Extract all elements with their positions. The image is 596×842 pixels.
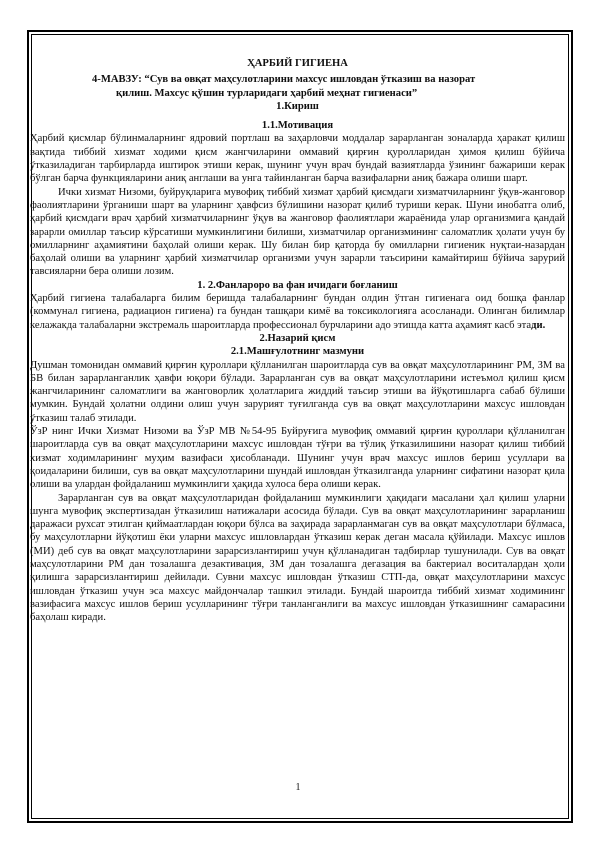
paragraph-content-3: Зарарланган сув ва овқат маҳсулотларидан фойдаланиш мумкинлиги ҳақидаги масалани ҳал қилиш уларни шунга мувофиқ экспертизадан ўтказилиш натижалари асосида бўлади. Сув ва овқат маҳсулотларининг зарарланиш даражаси рухсат этилган қиймаатлардан юқори бўлса ва заҳирада зарарланмаган сув ва овқат маҳсулотлари бўлмаса, бу маҳсулотларни йўқотиш ёки уларни махсус ишловлардан ўтказиш керак деган масала қўйилади. Махсус ишлов (МИ) деб сув ва овқат маҳсулотларини зарарсизлантириш учун қўлланадиган тадбирлар тушунилади. Сув ва овқат маҳсулотларини РМ дан тозалашга дезактивация, ЗМ дан тозалашга дегазация ва бактериал воситалардан ҳоли қилишга зарарсизлантириш дейилади. Сувни махсус ишловдан ўтказиш СТП-да, овқат маҳсулотларини махсус ишловдан ўтказиш учун эса махсус майдончалар ташкил этилади. Бундай шароитда тиббий хизмат ходимининг вазифасига махсус ишлов бериш усулларининг тўғри танланганлиги ва махсус ишловдан ўтказишнинг самарасини баҳолаш киради. <box>30 492 565 624</box>
topic-line-2: қилиш. Махсус қўшин турларидаги ҳарбий меҳнат гигиенаси” <box>116 87 418 99</box>
paragraph-motivation-1: Ҳарбий қисмлар бўлинмаларнинг ядровий портлаш ва заҳарловчи моддалар зарарланган зоналарда ҳаракат қилиш вақтида тиббий хизмат ходими қисм жангчиларини оммавий қирғин қуролларидан ҳимоя қилиш бўйича ўтказиладиган тарбирларда иштирок этиши керак, шунинг учун врач бундай вазиятларда ўзининг бажариши керак бўлган барча функцияларини аниқ англаши ва унга тайинланган барча вазифаларни аниқ бажара олиши шарт. <box>30 133 565 185</box>
section-heading-content: 2.1.Машғулотнинг мазмуни <box>230 346 365 358</box>
page-number: 1 <box>295 782 301 793</box>
document-body <box>30 57 565 624</box>
paragraph-interdisciplinary-end: ди. <box>531 319 546 331</box>
section-heading-interdisciplinary: 1. 2.Фанлароро ва фан ичидаги боғланиш <box>197 279 398 291</box>
document-title: ҲАРБИЙ ГИГИЕНА <box>247 58 348 69</box>
section-heading-intro: 1.Кириш <box>276 100 319 112</box>
paragraph-interdisciplinary-text: Ҳарбий гигиена талабаларга билим беришда талабаларнинг бундан олдин ўтган гигиенага оид бошқа фанлар (коммунал гигиена, радиацион гигиена) га бундан ташқари кимё ва токсикологияга асосланади. Олинган билимлар келажакда талабаларни экстремаль шароитларда профессионал бурчларини адо этишда катта аҳамият касб эта <box>30 293 565 331</box>
paragraph-content-1: Душман томонидан оммавий қирғин қуроллари қўлланилган шароитларда сув ва овқат маҳсулотларининг РМ, ЗМ ва БВ билан зарарланганлик ҳавфи юқори бўлади. Зарарланган сув ва овқат маҳсулотларини истеъмол қилиш қисм жангчиларининг саломатлиги ва жанговорлик ҳолатларига жиддий таъсир этиши ва йўқотишларга сабаб бўлиши мумкин. Бундай ҳолатни олдини олиш учун зарурият туғилганда сув ва овқат маҳсулотларини махсус ишловдан ўтказиш талаб этилади. <box>30 359 565 424</box>
section-heading-theory: 2.Назарий қисм <box>259 332 336 344</box>
paragraph-motivation-2: Ички хизмат Низоми, буйруқларига мувофиқ тиббий хизмат ҳарбий қисмдаги хизматчиларнинг ўқув-жанговор фаолиятларини ўрганиши шарт ва уларнинг ҳавфсиз бўлишини назорат қилиб туриши керак. Шуни инобатга олиб, ҳарбий қисмдаги врач ҳарбий хизматчиларнинг ўқув ва жанговор фаолиятлари жараёнида улар организмига қандай зарарли омиллар таъсир кўрсатиши мумкинлигини билиши, хизматчилар организмининг саломатлик ҳолати учун бу омилларнинг аҳамиятини баҳолай олиши керак. Шу билан бир қаторда бу омилларни гигиеник нуқтаи-назардан баҳолай олиши ва уларнинг ҳарбий хизматчилар организми учун зарарли таъсирини камайтириш бўйича зарурий тавсияларни бера олиши лозим. <box>30 186 565 278</box>
paragraph-interdisciplinary <box>30 292 565 332</box>
section-heading-motivation: 1.1.Мотивация <box>261 120 334 132</box>
paragraph-content-2: ЎзР нинг Ички Хизмат Низоми ва ЎзР МВ №54-95 Буйруғига мувофиқ оммавий қирғин қуроллари қўлланилган шароитларда сув ва овқат маҳсулотларини махсус ишловдан тўғри ва тўлиқ ўтказилишини назорат қилиш тиббий хизмат ходимларининг муҳим вазифаси ҳисобланади. Шунинг учун врач махсус ишлов бериш усуллари ва қоидаларини билиши, сув ва овқат маҳсулотларини шундай ишловдан ўтказилганда уларнинг сифатини назорат қила олиши ва улардан фойдаланиш мумкинлиги ҳақида хулоса бера олиши керак. <box>30 426 565 491</box>
topic-line-1: 4-МАВЗУ: “Сув ва овқат маҳсулотларини махсус ишловдан ўтказиш ва назорат <box>92 74 476 86</box>
